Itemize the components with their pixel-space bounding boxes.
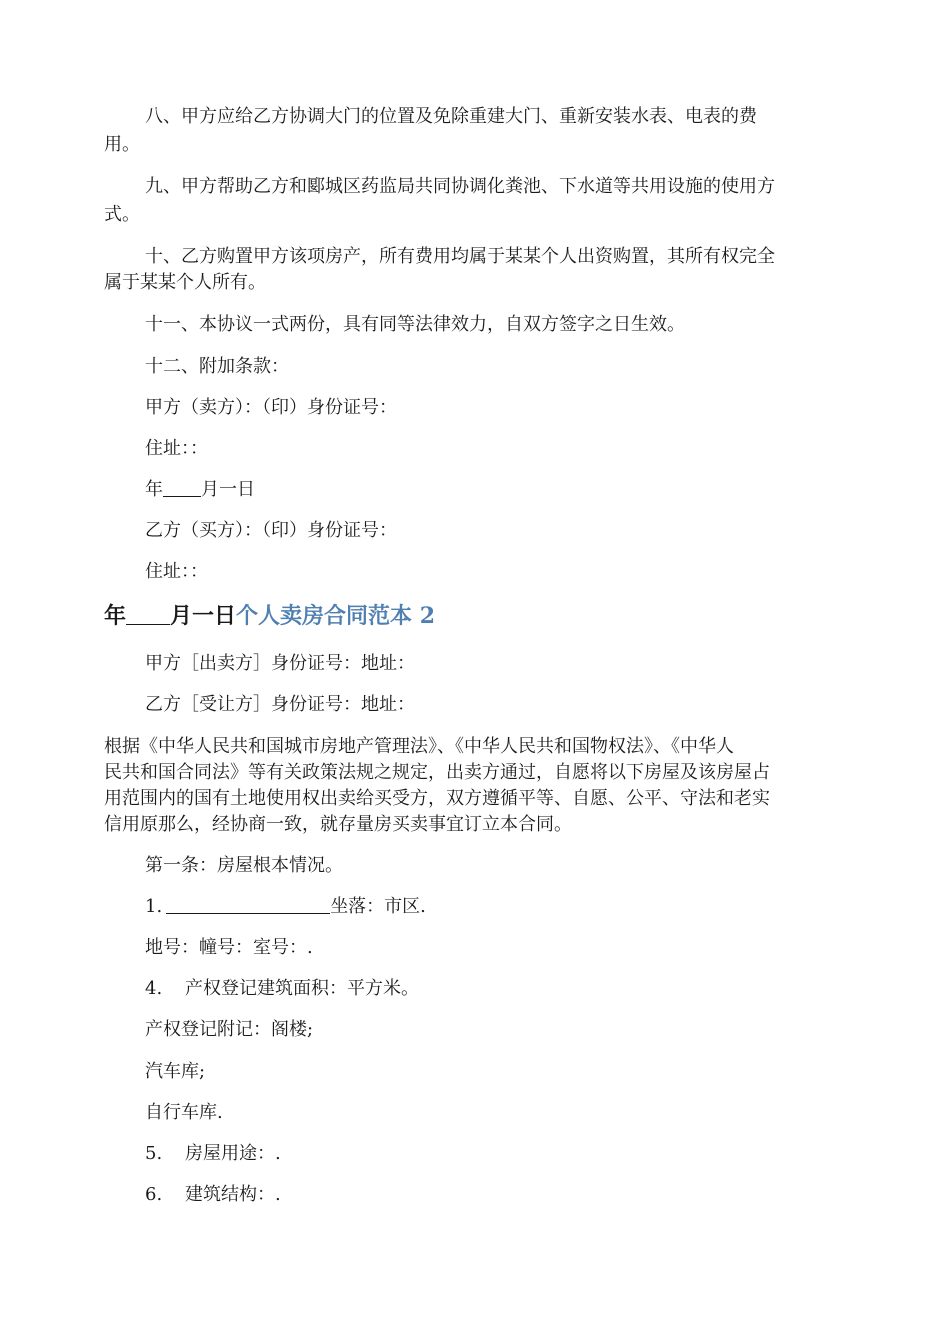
clause-9-line2: 式。 [104,204,140,225]
item-1-number: 1. [145,896,163,917]
intro-line2: 民共和国合同法》等有关政策法规之规定，出卖方通过，自愿将以下房屋及该房屋占 [104,762,770,783]
clause-12: 十二、附加条款： [145,356,289,377]
item-bike: 自行车库. [145,1102,223,1123]
item-5-number: 5. [145,1143,163,1164]
item-5-text: 房屋用途：. [185,1143,281,1164]
item-attic: 产权登记附记：阁楼; [145,1019,314,1040]
article-1: 第一条：房屋根本情况。 [145,855,343,876]
item-6-number: 6. [145,1184,163,1205]
heading-date-blank [126,602,170,625]
party-b-signature: 乙方（买方）：（印）身份证号： [145,520,397,541]
item-1-blank [166,895,330,914]
clause-8-line1: 八、甲方应给乙方协调大门的位置及免除重建大门、重新安装水表、电表的费 [145,106,757,127]
item-6-text: 建筑结构：. [185,1184,281,1205]
section-heading [104,600,435,632]
intro-line3: 用范围内的国有土地使用权出卖给买受方，双方遵循平等、自愿、公平、守法和老实 [104,788,770,809]
heading-title: 个人卖房合同范本 2 [236,603,435,629]
party-b-address: 住址：： [145,561,208,582]
item-garage: 汽车库; [145,1061,206,1082]
party-a-signature: 甲方（卖方）：（印）身份证号： [145,397,397,418]
item-6 [145,1181,856,1209]
item-4-number: 4. [145,978,163,999]
item-4 [145,975,856,1003]
clause-10-line1: 十、乙方购置甲方该项房产，所有费用均属于某某个人出资购置，其所有权完全 [145,246,775,267]
clause-10-line2: 属于某某个人所有。 [104,272,266,293]
date-rest: 月一日 [201,479,255,500]
seller-info: 甲方［出卖方］身份证号：地址： [145,653,415,674]
heading-date-rest: 月一日 [170,603,237,629]
date-year: 年 [145,479,163,500]
intro-line4: 信用原那么，经协商一致，就存量房买卖事宜订立本合同。 [104,814,572,835]
item-1 [145,893,856,921]
buyer-info: 乙方［受让方］身份证号：地址： [145,694,415,715]
item-5 [145,1140,856,1168]
clause-8-line2: 用。 [104,134,140,155]
clause-11: 十一、本协议一式两份，具有同等法律效力，自双方签字之日生效。 [145,314,685,335]
party-a-address: 住址：： [145,438,208,459]
party-a-date [145,476,856,504]
clause-9-line1: 九、甲方帮助乙方和郾城区药监局共同协调化粪池、下水道等共用设施的使用方 [145,176,775,197]
intro-line1: 根据《中华人民共和国城市房地产管理法》、《中华人民共和国物权法》、《中华人 [104,736,734,757]
item-1-text: 坐落：市区. [330,896,426,917]
heading-date-year: 年 [104,603,127,629]
item-lot: 地号：幢号：室号：. [145,937,313,958]
item-4-text: 产权登记建筑面积：平方米。 [185,978,419,999]
date-blank [163,478,201,497]
